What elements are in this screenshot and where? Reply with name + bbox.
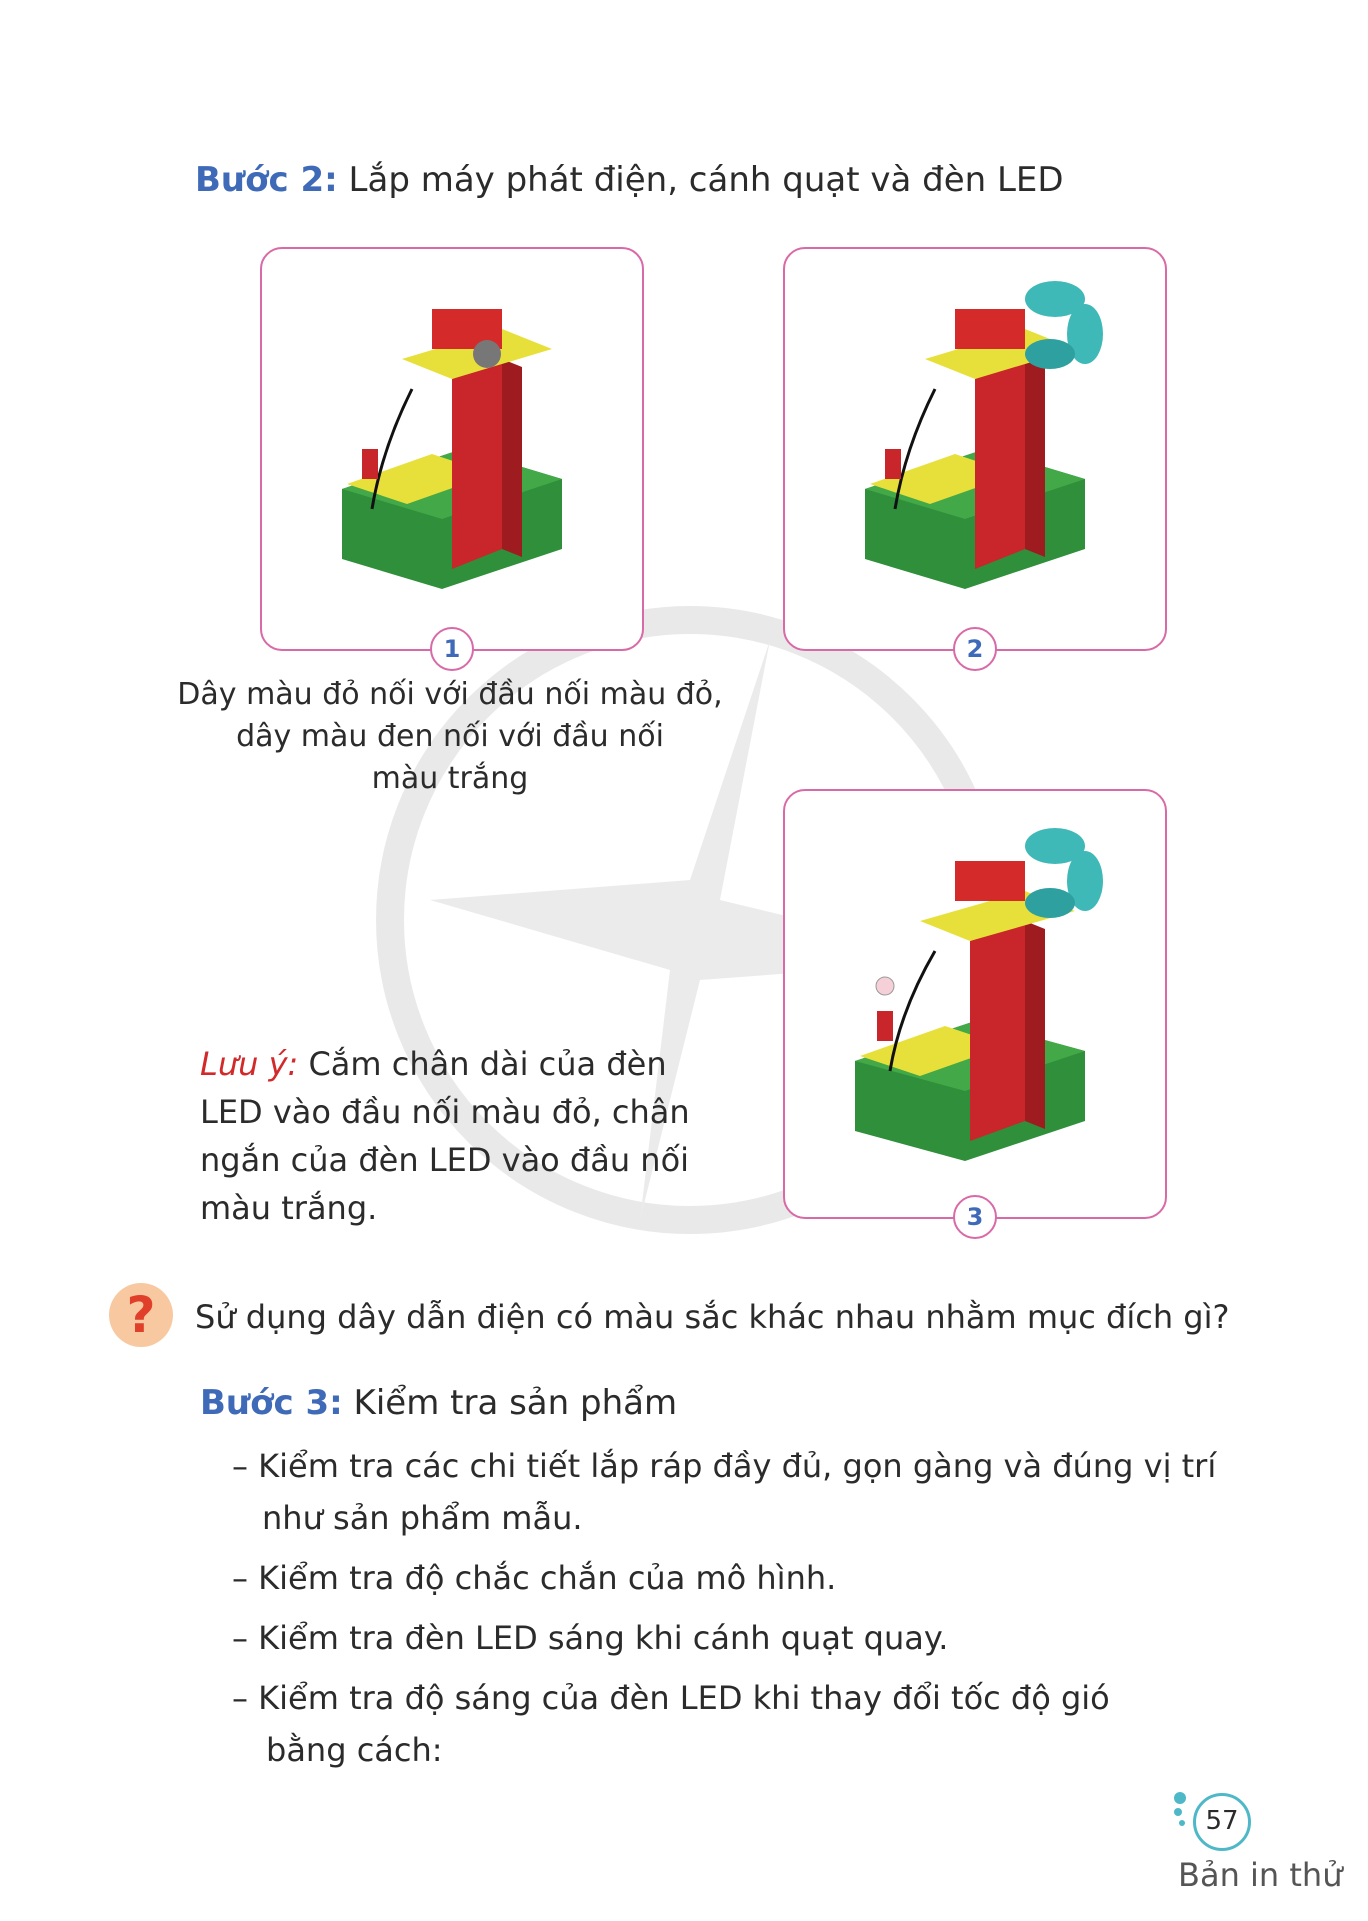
list-item: – Kiểm tra độ chắc chắn của mô hình. [232, 1559, 837, 1597]
draft-label: Bản in thử [1178, 1856, 1343, 1894]
model-illustration-1 [262, 249, 642, 649]
figure-1-caption [150, 674, 750, 800]
step3-list [232, 1440, 1216, 1776]
step2-text: Lắp máy phát điện, cánh quạt và đèn LED [337, 160, 1064, 200]
caption-line-2: dây màu đen nối với đầu nối [236, 719, 664, 754]
caption-line-1: Dây màu đỏ nối với đầu nối màu đỏ, [177, 677, 723, 712]
figure-3-frame [783, 789, 1167, 1231]
question-text: Sử dụng dây dẫn điện có màu sắc khác nhau nhằm mục đích gì? [195, 1298, 1230, 1336]
list-item: – Kiểm tra các chi tiết lắp ráp đầy đủ, gọn gàng và đúng vị trí [232, 1447, 1217, 1485]
step2-label: Bước 2: [195, 160, 338, 200]
list-item: – Kiểm tra độ sáng của đèn LED khi thay đổi tốc độ gió [232, 1679, 1110, 1717]
figure-2-number: 2 [953, 627, 997, 671]
caption-line-3: màu trắng [371, 761, 529, 796]
note-line-3: ngắn của đèn LED vào đầu nối [200, 1141, 690, 1179]
step3-heading [200, 1383, 677, 1423]
note-line-2: LED vào đầu nối màu đỏ, chân [200, 1093, 690, 1131]
question-mark-icon [108, 1282, 174, 1348]
figure-3-number: 3 [953, 1195, 997, 1239]
step3-label: Bước 3: [200, 1383, 343, 1423]
svg-text:?: ? [126, 1286, 156, 1344]
step2-heading [195, 160, 1064, 200]
note-block [200, 1040, 760, 1232]
list-item: như sản phẩm mẫu. [262, 1499, 583, 1537]
note-label: Lưu ý: [200, 1045, 299, 1083]
note-line-4: màu trắng. [200, 1189, 378, 1227]
model-illustration-2 [785, 249, 1165, 649]
list-item: bằng cách: [266, 1731, 443, 1769]
step3-text: Kiểm tra sản phẩm [342, 1383, 678, 1423]
list-item: – Kiểm tra đèn LED sáng khi cánh quạt quay. [232, 1619, 949, 1657]
note-line-1: Cắm chân dài của đèn [298, 1045, 667, 1083]
figure-1-frame [260, 247, 644, 663]
figure-2-frame [783, 247, 1167, 663]
model-illustration-3 [785, 791, 1165, 1217]
page-number: 57 [1193, 1793, 1251, 1851]
figure-1-number: 1 [430, 627, 474, 671]
